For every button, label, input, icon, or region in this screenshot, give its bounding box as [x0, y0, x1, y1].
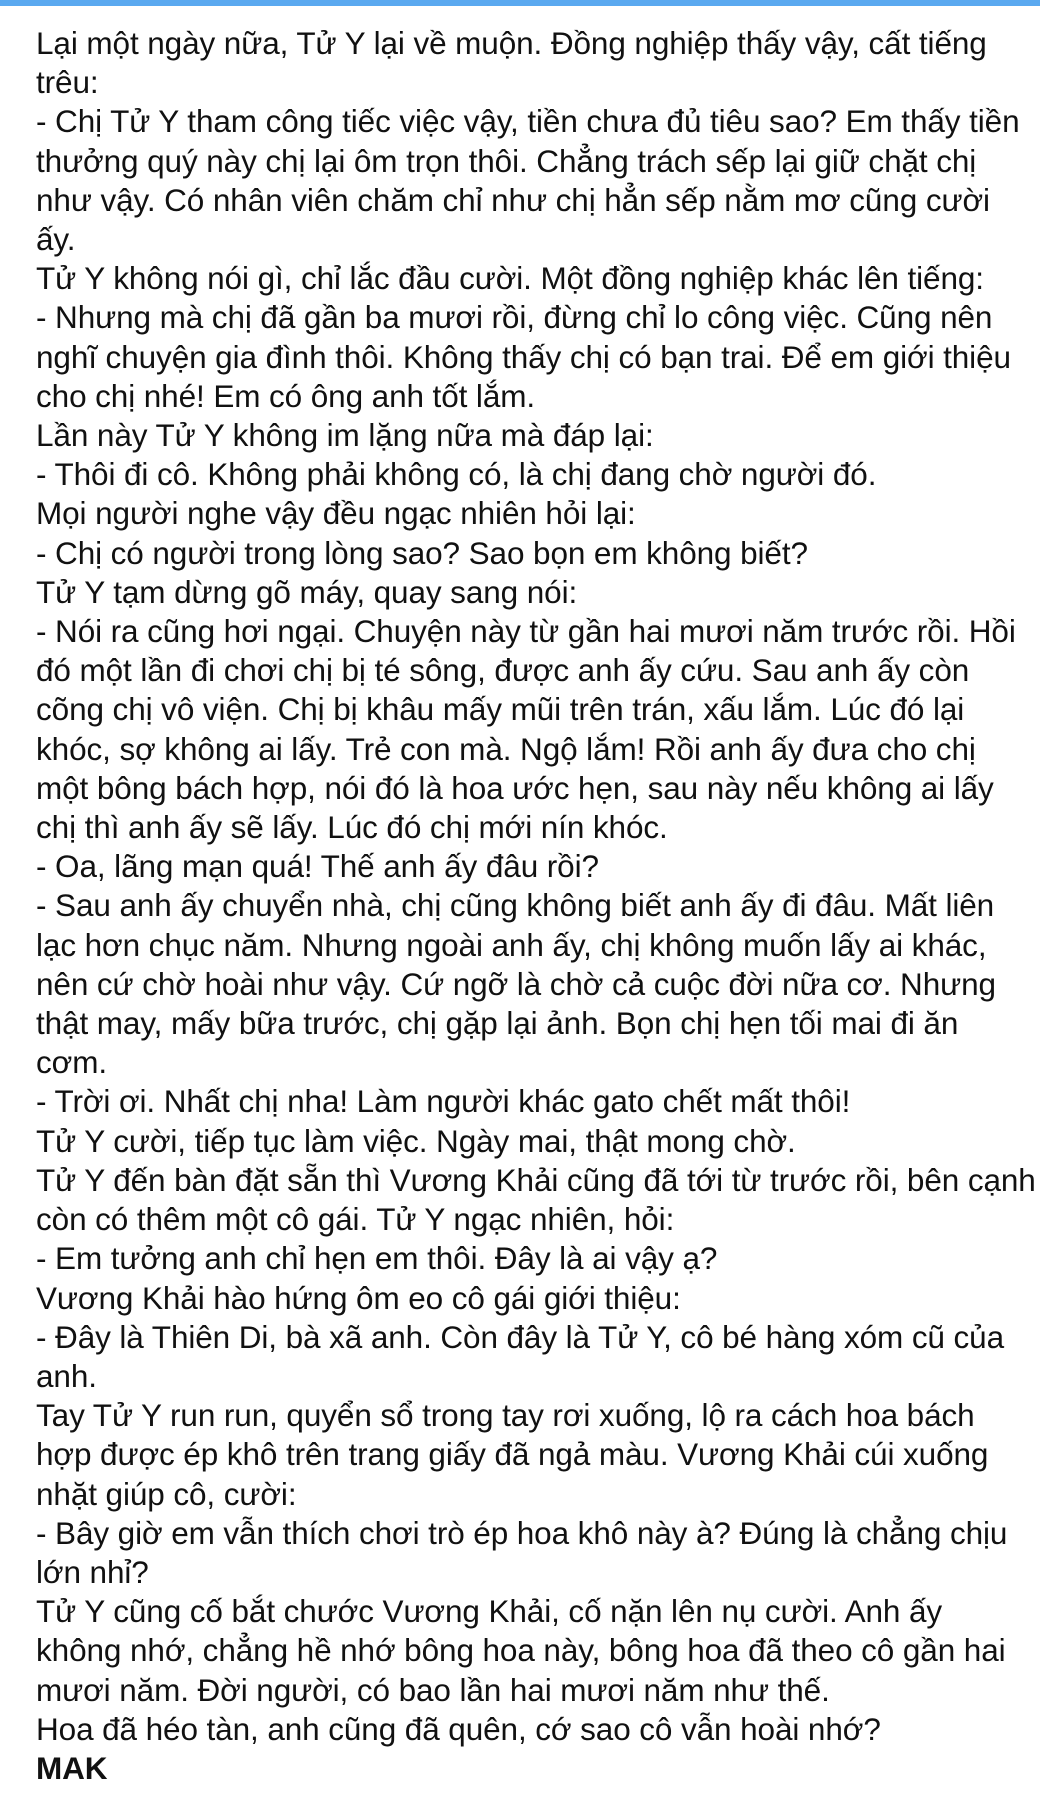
- paragraph: Mọi người nghe vậy đều ngạc nhiên hỏi lại:: [36, 495, 636, 532]
- paragraph: Hoa đã héo tàn, anh cũng đã quên, cớ sao cô vẫn hoài nhớ?: [36, 1710, 881, 1747]
- paragraph: - Chị Tử Y tham công tiếc việc vậy, tiền chưa đủ tiêu sao? Em thấy tiền thưởng quý này chị lại ôm trọn thôi. Chẳng trách sếp lại giữ chặt chị như vậy. Có nhân viên chăm chỉ như chị hẳn sếp nằm mơ cũng cười ấy.: [36, 103, 1020, 258]
- story-text: [36, 24, 1036, 1788]
- paragraph: Tử Y không nói gì, chỉ lắc đầu cười. Một đồng nghiệp khác lên tiếng:: [36, 260, 984, 297]
- paragraph: Tử Y cũng cố bắt chước Vương Khải, cố nặn lên nụ cười. Anh ấy không nhớ, chẳng hề nhớ bông hoa này, bông hoa đã theo cô gần hai mươi năm. Đời người, có bao lần hai mươi năm như thế.: [36, 1593, 1006, 1708]
- paragraph: - Em tưởng anh chỉ hẹn em thôi. Đây là ai vậy ạ?: [36, 1240, 718, 1277]
- paragraph: Lại một ngày nữa, Tử Y lại về muộn. Đồng nghiệp thấy vậy, cất tiếng trêu:: [36, 25, 987, 101]
- paragraph: - Đây là Thiên Di, bà xã anh. Còn đây là Tử Y, cô bé hàng xóm cũ của anh.: [36, 1318, 1005, 1394]
- paragraph: - Nói ra cũng hơi ngại. Chuyện này từ gần hai mươi năm trước rồi. Hồi đó một lần đi chơi chị bị té sông, được anh ấy cứu. Sau anh ấy còn cõng chị vô viện. Chị bị khâu mấy mũi trên trán, xấu lắm. Lúc đó lại khóc, sợ không ai lấy. Trẻ con mà. Ngộ lắm! Rồi anh ấy đưa cho chị một bông bách hợp, nói đó là hoa ước hẹn, sau này nếu không ai lấy chị thì anh ấy sẽ lấy. Lúc đó chị mới nín khóc.: [36, 613, 1016, 846]
- paragraph: - Nhưng mà chị đã gần ba mươi rồi, đừng chỉ lo công việc. Cũng nên nghĩ chuyện gia đình thôi. Không thấy chị có bạn trai. Để em giới thiệu cho chị nhé! Em có ông anh tốt lắm.: [36, 299, 1011, 414]
- paragraph: - Chị có người trong lòng sao? Sao bọn em không biết?: [36, 534, 808, 571]
- paragraph: - Sau anh ấy chuyển nhà, chị cũng không biết anh ấy đi đâu. Mất liên lạc hơn chục năm. Nhưng ngoài anh ấy, chị không muốn lấy ai khác, nên cứ chờ hoài như vậy. Cứ ngỡ là chờ cả cuộc đời nữa cơ. Nhưng thật may, mấy bữa trước, chị gặp lại ảnh. Bọn chị hẹn tối mai đi ăn cơm.: [36, 887, 996, 1081]
- author-signature: MAK: [36, 1749, 108, 1786]
- paragraph: Tay Tử Y run run, quyển sổ trong tay rơi xuống, lộ ra cách hoa bách hợp được ép khô trên trang giấy đã ngả màu. Vương Khải cúi xuống nhặt giúp cô, cười:: [36, 1397, 989, 1512]
- paragraph: Tử Y cười, tiếp tục làm việc. Ngày mai, thật mong chờ.: [36, 1122, 796, 1159]
- paragraph: Tử Y tạm dừng gõ máy, quay sang nói:: [36, 573, 578, 610]
- paragraph: - Oa, lãng mạn quá! Thế anh ấy đâu rồi?: [36, 848, 599, 885]
- paragraph: Lần này Tử Y không im lặng nữa mà đáp lại:: [36, 417, 654, 454]
- top-accent-bar: [0, 0, 1040, 6]
- paragraph: - Thôi đi cô. Không phải không có, là chị đang chờ người đó.: [36, 456, 877, 493]
- paragraph: Tử Y đến bàn đặt sẵn thì Vương Khải cũng đã tới từ trước rồi, bên cạnh còn có thêm một cô gái. Tử Y ngạc nhiên, hỏi:: [36, 1161, 1036, 1238]
- paragraph: - Bây giờ em vẫn thích chơi trò ép hoa khô này à? Đúng là chẳng chịu lớn nhỉ?: [36, 1514, 1008, 1590]
- paragraph: Vương Khải hào hứng ôm eo cô gái giới thiệu:: [36, 1279, 681, 1316]
- paragraph: - Trời ơi. Nhất chị nha! Làm người khác gato chết mất thôi!: [36, 1083, 851, 1120]
